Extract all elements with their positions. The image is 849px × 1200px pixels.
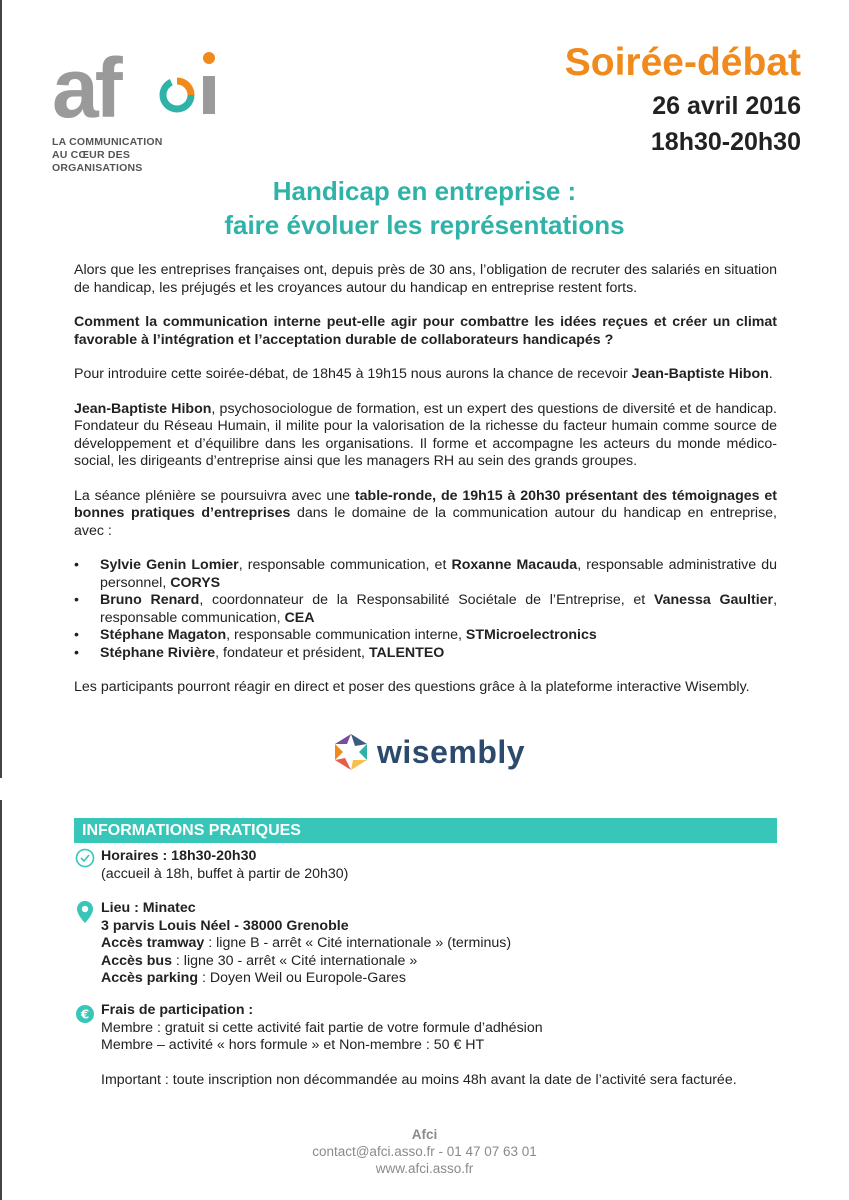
text: , responsable communication interne,: [226, 627, 466, 643]
info-lieu: [101, 900, 771, 988]
value: : ligne B - arrêt « Cité internationale » (terminus): [204, 935, 512, 951]
event-time: 18h30-20h30: [650, 128, 801, 156]
panelist-name: Stéphane Magaton: [100, 627, 227, 643]
question-paragraph: Comment la communication interne peut-elle agir pour combattre les idées reçues et créer un climat favorable à l’intégration et l’acceptation durable de collaborateurs handicapés ?: [74, 314, 777, 348]
page-edge-top: [0, 0, 2, 778]
page-title-line-2: faire évoluer les représentations: [224, 210, 625, 240]
list-item: [74, 592, 777, 627]
footer-name: Afci: [411, 1127, 438, 1142]
event-date: 26 avril 2016: [652, 92, 801, 120]
panelist-list: [74, 557, 777, 662]
value: : Doyen Weil ou Europole-Gares: [198, 970, 406, 986]
company-name: TALENTEO: [368, 644, 445, 661]
wisembly-mark-icon: [333, 732, 369, 772]
footer-website[interactable]: www.afci.asso.fr: [375, 1161, 474, 1176]
speaker-intro-paragraph: [74, 366, 777, 384]
wisembly-logo: [333, 732, 525, 772]
company-name: STMicroelectronics: [465, 627, 597, 643]
company-name: CORYS: [170, 574, 221, 591]
panelist-name: Bruno Renard: [100, 592, 200, 608]
event-type: Soirée-débat: [564, 41, 801, 84]
page-title: [0, 174, 849, 242]
panelist-name: Sylvie Genin Lomier: [100, 557, 239, 573]
info-section-title: INFORMATIONS PRATIQUES: [82, 822, 301, 839]
label: Accès tramway: [101, 935, 205, 951]
footer: [0, 1126, 849, 1177]
text: , coordonnateur de la Responsabilité Sociétale de l’Entreprise, et: [199, 592, 654, 608]
company-name: CEA: [284, 609, 315, 626]
text: dans le domaine de la communication autour du handicap en entreprise, avec :: [74, 505, 777, 539]
lieu-title: Lieu : Minatec: [101, 900, 196, 916]
frais-non-membre: Membre – activité « hors formule » et Non-membre : 50 € HT: [101, 1037, 485, 1053]
horaires-title: Horaires : 18h30-20h30: [101, 848, 257, 864]
acces-parking: [101, 970, 771, 988]
frais-membre: Membre : gratuit si cette activité fait partie de votre formule d’adhésion: [101, 1019, 543, 1036]
horaires-note: (accueil à 18h, buffet à partir de 20h30): [101, 865, 349, 882]
label: Accès bus: [101, 952, 172, 969]
speaker-bio-paragraph: [74, 401, 777, 471]
closing-paragraph: Les participants pourront réagir en direct et poser des questions grâce à la plateforme interactive Wisembly.: [74, 679, 750, 695]
info-frais: [80, 1002, 771, 1089]
svg-text:€: €: [80, 1007, 90, 1022]
text: .: [768, 366, 773, 382]
text: , psychosociologue de formation, est un expert des questions de diversité et de handicap. Fondateur du Réseau Humain, il milite pour la valorisation de la richesse du facteur humain comme source de développement et d’équilibre dans les organisations. Il forme et accompagne les acteurs du monde médico-social, les dirigeants d’entreprise ainsi que les managers RH au sein des grands groupes.: [74, 400, 777, 469]
label: Accès parking: [101, 970, 198, 986]
list-item: [74, 557, 777, 592]
text: , responsable communication, et: [238, 557, 452, 573]
speaker-name: Jean-Baptiste Hibon: [631, 366, 769, 382]
frais-title: Frais de participation :: [101, 1002, 254, 1018]
page-title-line-1: Handicap en entreprise :: [272, 176, 577, 206]
lieu-address: 3 parvis Louis Néel - 38000 Grenoble: [101, 917, 349, 934]
logo-ring-icon: [158, 76, 196, 114]
list-item: [74, 627, 777, 645]
value: : ligne 30 - arrêt « Cité internationale »: [171, 952, 418, 969]
event-header: [565, 40, 801, 158]
location-pin-icon: [75, 900, 95, 924]
list-item: [74, 645, 777, 663]
logo-wordmark: [52, 41, 222, 135]
panelist-name: Vanessa Gaultier: [653, 592, 774, 608]
text: , responsable administrative du personnel,: [100, 557, 778, 591]
logo-tagline: [52, 136, 222, 175]
logo-tagline-1: LA COMMUNICATION: [52, 136, 163, 148]
roundtable-highlight: table-ronde, de 19h15 à 20h30 présentant des témoignages et bonnes pratiques d’entreprises: [74, 487, 777, 521]
text: , responsable communication,: [100, 592, 778, 626]
body-text: [74, 262, 777, 714]
speaker-name: Jean-Baptiste Hibon: [74, 400, 212, 417]
logo-letter-i: [202, 48, 216, 114]
text: , fondateur et président,: [215, 644, 369, 661]
panelist-name: Stéphane Rivière: [100, 644, 216, 661]
text: Pour introduire cette soirée-débat, de 18h45 à 19h15 nous aurons la chance de recevoir: [74, 366, 632, 382]
intro-paragraph: Alors que les entreprises françaises ont, depuis près de 30 ans, l’obligation de recruter des salariés en situation de handicap, les préjugés et les croyances autour du handicap en entreprise restent forts.: [74, 262, 777, 296]
afci-logo: [52, 41, 222, 175]
important-note: Important : toute inscription non décommandée au moins 48h avant la date de l’activité sera facturée.: [101, 1071, 737, 1088]
footer-contact[interactable]: contact@afci.asso.fr - 01 47 07 63 01: [312, 1144, 537, 1159]
panelist-name: Roxanne Macauda: [451, 557, 578, 573]
euro-icon: [75, 1004, 95, 1024]
wisembly-wordmark: wisembly: [377, 733, 526, 770]
roundtable-paragraph: [74, 488, 777, 541]
text: La séance plénière se poursuivra avec une: [74, 487, 355, 504]
info-horaires: [101, 848, 771, 883]
clock-check-icon: [75, 848, 95, 868]
logo-letters-af: af: [52, 41, 119, 135]
acces-tramway: [101, 935, 771, 953]
info-section-header: [74, 818, 777, 843]
acces-bus: [101, 953, 771, 971]
logo-tagline-2: AU CŒUR DES ORGANISATIONS: [52, 149, 143, 174]
